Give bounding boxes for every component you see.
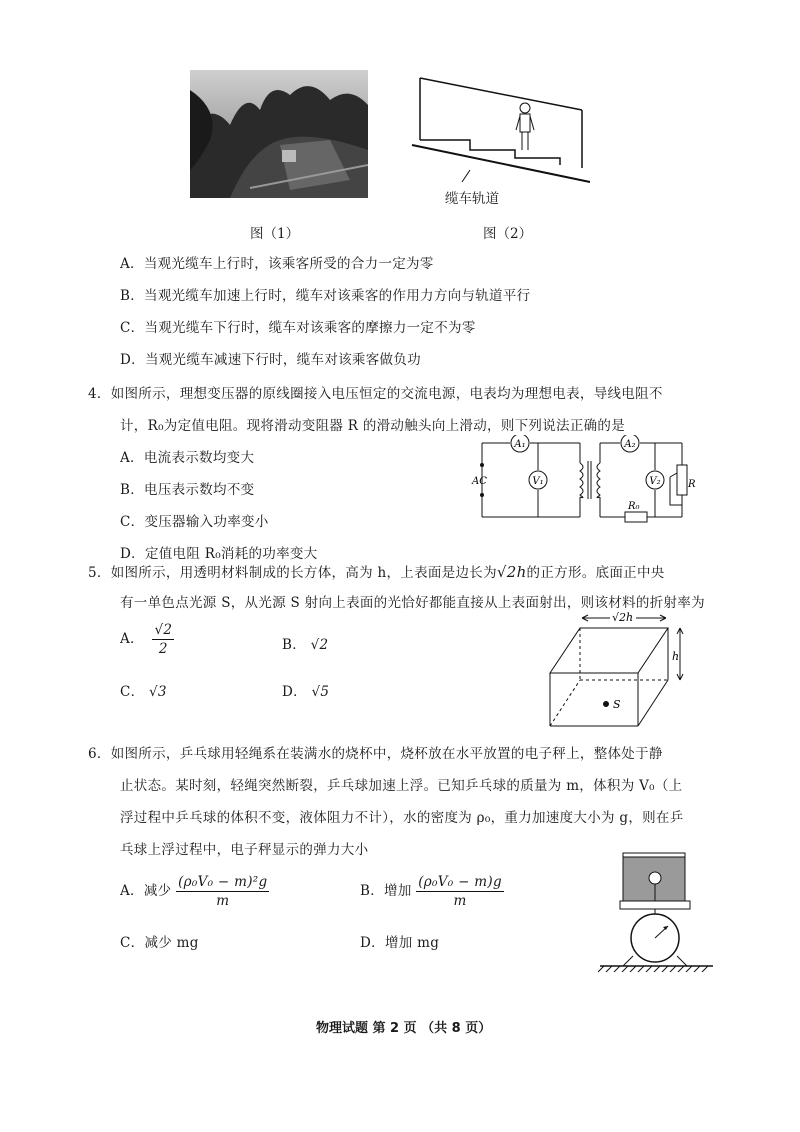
- q6-stem-line3: 浮过程中乒乓球的体积不变，液体阻力不计），水的密度为 ρ₀，重力加速度大小为 g，则在乒: [120, 810, 684, 826]
- cable-car-photo: [190, 70, 368, 198]
- q4-option-b: B．电压表示数均不变: [120, 482, 255, 498]
- q6-option-d: D．增加 mg: [360, 935, 440, 951]
- q4-option-c: C．变压器输入功率变小: [120, 514, 269, 530]
- q5-option-d: D． √5: [282, 684, 330, 700]
- cuboid-s-label: S: [613, 698, 621, 711]
- q6-stem-line2: 止状态。某时刻，轻绳突然断裂，乒乓球加速上浮。已知乒乓球的质量为 m，体积为 V₀（上: [120, 778, 683, 794]
- q3-option-c: C．当观光缆车下行时，缆车对该乘客的摩擦力一定不为零: [120, 320, 476, 336]
- q4-stem-line2: 计，R₀为定值电阻。现将滑动变阻器 R 的滑动触头向上滑动，则下列说法正确的是: [120, 418, 626, 434]
- circuit-a1-label: A₁: [514, 439, 526, 450]
- q5-stem-line1: 5．如图所示，用透明材料制成的长方体，高为 h，上表面是边长为√2h的正方形。底面正中央: [88, 563, 665, 581]
- transformer-circuit: [470, 435, 700, 525]
- cable-car-photo-graphic: [190, 70, 368, 198]
- cuboid-graphic: [540, 608, 700, 733]
- q5-sqrt2h: √2h: [496, 563, 527, 581]
- beaker-scale-figure: [598, 848, 718, 978]
- q4-option-a: A．电流表示数均变大: [120, 450, 255, 466]
- q6-stem-line1: 6．如图所示，乒乓球用轻绳系在装满水的烧杯中，烧杯放在水平放置的电子秤上，整体处于静: [88, 746, 663, 762]
- fig2-caption: 图（2）: [483, 226, 533, 242]
- cuboid-figure: [540, 608, 700, 733]
- q6-stem-line4: 乓球上浮过程中，电子秤显示的弹力大小: [120, 842, 369, 858]
- q5-option-a: A． $\frac{√2}{2}$: [120, 622, 173, 657]
- q3-option-d: D．当观光缆车减速下行时，缆车对该乘客做负功: [120, 352, 421, 368]
- circuit-r0-label: R₀: [628, 501, 640, 512]
- fig1-caption: 图（1）: [250, 226, 300, 242]
- q5-option-c: C． √3: [120, 684, 167, 700]
- beaker-scale-graphic: [598, 848, 718, 978]
- fig2-track-label: 缆车轨道: [445, 191, 499, 207]
- q3-option-b: B．当观光缆车加速上行时，缆车对该乘客的作用力方向与轨道平行: [120, 288, 531, 304]
- q4-option-d: D．定值电阻 R₀消耗的功率变大: [120, 546, 318, 562]
- circuit-v1-label: V₁: [532, 476, 544, 487]
- q5-option-b: B． √2: [282, 637, 329, 653]
- cable-car-diagram: [410, 70, 600, 210]
- circuit-r-label: R: [688, 479, 696, 490]
- circuit-v2-label: V₂: [649, 476, 661, 487]
- circuit-a2-label: A₂: [624, 439, 636, 450]
- q6-option-c: C．减少 mg: [120, 935, 199, 951]
- q3-option-a: A．当观光缆车上行时，该乘客所受的合力一定为零: [120, 256, 434, 272]
- cuboid-top-label: √2h: [612, 611, 634, 624]
- q6-option-a: A．减少 $\frac{\text{(ρ₀V₀ − m)²g}}{m}$: [120, 874, 268, 909]
- page-footer: 物理试题 第 2 页 （共 8 页）: [316, 1021, 492, 1036]
- q5-stem-line2: 有一单色点光源 S，从光源 S 射向上表面的光恰好都能直接从上表面射出，则该材料的折射率为: [120, 595, 705, 611]
- cable-car-diagram-graphic: [410, 70, 600, 210]
- transformer-circuit-graphic: [470, 435, 700, 525]
- cuboid-h-label: h: [672, 650, 680, 663]
- q6-option-b: B．增加 $\frac{\text{(ρ₀V₀ − m)g}}{m}$: [360, 874, 502, 909]
- circuit-ac-label: AC: [472, 476, 487, 487]
- q4-stem-line1: 4．如图所示，理想变压器的原线圈接入电压恒定的交流电源，电表均为理想电表，导线电阻不: [88, 386, 663, 402]
